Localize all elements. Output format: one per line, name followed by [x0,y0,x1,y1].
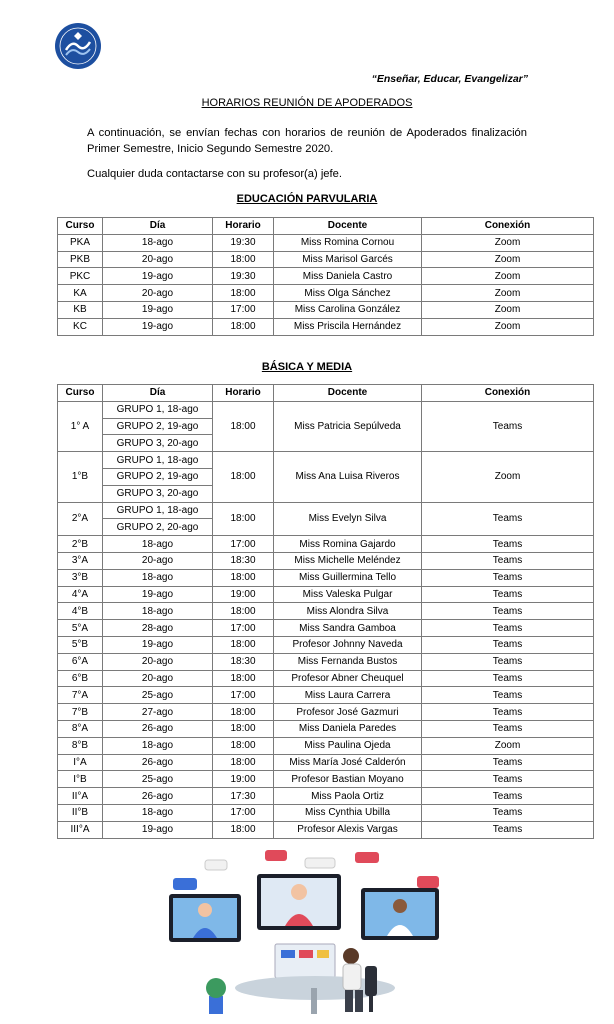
cell-conexion: Teams [422,821,594,838]
cell-conexion: Teams [422,502,594,536]
cell-conexion: Teams [422,636,594,653]
cell-horario: 18:00 [213,318,274,335]
cell-curso: III°A [58,821,103,838]
cell-curso: PKC [58,268,103,285]
table-row [58,569,594,586]
cell-conexion: Teams [422,552,594,569]
cell-conexion: Teams [422,788,594,805]
video-meeting-illustration [165,848,445,1018]
cell-dia: 19-ago [103,586,213,603]
cell-horario: 19:00 [213,586,274,603]
cell-dia-grupo: GRUPO 2, 19-ago [103,418,213,435]
table-row [58,536,594,553]
table-row [58,285,594,302]
cell-conexion: Zoom [422,234,594,251]
cell-docente: Miss Fernanda Bustos [274,653,422,670]
table-row [58,653,594,670]
cell-horario: 18:00 [213,754,274,771]
cell-docente: Miss Daniela Paredes [274,720,422,737]
cell-curso: 5°A [58,620,103,637]
table-row [58,804,594,821]
cell-curso: 8°B [58,737,103,754]
cell-horario: 17:00 [213,301,274,318]
cell-conexion: Teams [422,569,594,586]
col-header-dia: Día [103,385,213,402]
cell-dia: 20-ago [103,285,213,302]
contact-note: Cualquier duda contactarse con su profesor(a) jefe. [87,168,342,180]
table-row [58,251,594,268]
cell-dia: 18-ago [103,569,213,586]
cell-horario: 18:00 [213,720,274,737]
cell-docente: Miss María José Calderón [274,754,422,771]
cell-conexion: Teams [422,401,594,451]
cell-horario: 18:00 [213,569,274,586]
table-row [58,603,594,620]
cell-conexion: Teams [422,603,594,620]
cell-docente: Profesor Johnny Naveda [274,636,422,653]
cell-dia-grupo: GRUPO 1, 18-ago [103,401,213,418]
cell-docente: Miss Marisol Garcés [274,251,422,268]
cell-dia-grupo: GRUPO 1, 18-ago [103,502,213,519]
cell-curso: 4°A [58,586,103,603]
table-row [58,771,594,788]
cell-horario: 18:00 [213,502,274,536]
cell-curso: 6°B [58,670,103,687]
cell-docente: Miss Valeska Pulgar [274,586,422,603]
cell-conexion: Teams [422,620,594,637]
cell-conexion: Teams [422,720,594,737]
table-row-group [58,502,594,519]
cell-curso: 1° A [58,401,103,451]
cell-conexion: Teams [422,804,594,821]
col-header-horario: Horario [213,385,274,402]
cell-horario: 19:30 [213,268,274,285]
cell-curso: 2°A [58,502,103,536]
table-row [58,620,594,637]
cell-docente: Miss Evelyn Silva [274,502,422,536]
cell-horario: 18:30 [213,552,274,569]
col-header-conexion: Conexión [422,218,594,235]
table-parvularia [57,217,594,336]
cell-curso: 4°B [58,603,103,620]
cell-dia: 19-ago [103,318,213,335]
cell-curso: I°B [58,771,103,788]
cell-docente: Miss Paulina Ojeda [274,737,422,754]
table-row [58,318,594,335]
cell-dia: 26-ago [103,720,213,737]
section-heading-basica: BÁSICA Y MEDIA [261,361,353,373]
cell-dia: 19-ago [103,268,213,285]
cell-dia: 20-ago [103,670,213,687]
cell-conexion: Teams [422,670,594,687]
cell-conexion: Teams [422,771,594,788]
cell-conexion: Teams [422,586,594,603]
cell-docente: Miss Priscila Hernández [274,318,422,335]
table-row-group [58,452,594,469]
cell-conexion: Teams [422,754,594,771]
school-crest-icon [54,22,102,70]
cell-dia: 20-ago [103,653,213,670]
cell-curso: KC [58,318,103,335]
cell-horario: 18:00 [213,704,274,721]
cell-dia-grupo: GRUPO 2, 19-ago [103,468,213,485]
cell-dia: 25-ago [103,771,213,788]
cell-dia: 28-ago [103,620,213,637]
cell-conexion: Zoom [422,318,594,335]
cell-curso: 3°B [58,569,103,586]
table-row [58,821,594,838]
col-header-curso: Curso [58,385,103,402]
cell-curso: 3°A [58,552,103,569]
cell-conexion: Teams [422,536,594,553]
cell-dia: 18-ago [103,234,213,251]
cell-dia-grupo: GRUPO 2, 20-ago [103,519,213,536]
cell-horario: 18:00 [213,251,274,268]
cell-dia: 18-ago [103,603,213,620]
cell-horario: 17:00 [213,804,274,821]
cell-curso: 7°B [58,704,103,721]
cell-horario: 18:00 [213,821,274,838]
cell-curso: 8°A [58,720,103,737]
cell-docente: Miss Cynthia Ubilla [274,804,422,821]
cell-docente: Miss Laura Carrera [274,687,422,704]
col-header-horario: Horario [213,218,274,235]
cell-dia: 19-ago [103,301,213,318]
table-row [58,704,594,721]
table-row [58,586,594,603]
table-row [58,552,594,569]
table-row [58,788,594,805]
cell-curso: 1°B [58,452,103,502]
cell-curso: 2°B [58,536,103,553]
cell-horario: 17:00 [213,620,274,637]
cell-horario: 17:00 [213,687,274,704]
cell-curso: 6°A [58,653,103,670]
cell-horario: 17:00 [213,536,274,553]
cell-curso: I°A [58,754,103,771]
cell-docente: Miss Sandra Gamboa [274,620,422,637]
cell-dia-grupo: GRUPO 1, 18-ago [103,452,213,469]
cell-horario: 18:00 [213,603,274,620]
cell-docente: Profesor José Gazmuri [274,704,422,721]
cell-docente: Miss Carolina González [274,301,422,318]
table-basica-media [57,384,594,839]
cell-conexion: Zoom [422,301,594,318]
cell-horario: 18:00 [213,636,274,653]
cell-curso: 5°B [58,636,103,653]
cell-horario: 18:00 [213,670,274,687]
cell-docente: Miss Patricia Sepúlveda [274,401,422,451]
cell-conexion: Zoom [422,285,594,302]
intro-paragraph: A continuación, se envían fechas con horarios de reunión de Apoderados finalización Primer Semestre, Inicio Segundo Semestre 2020. [87,127,527,155]
cell-curso: PKA [58,234,103,251]
cell-dia: 20-ago [103,552,213,569]
cell-dia: 18-ago [103,737,213,754]
cell-docente: Miss Ana Luisa Riveros [274,452,422,502]
cell-dia: 27-ago [103,704,213,721]
cell-docente: Miss Paola Ortiz [274,788,422,805]
table-row [58,234,594,251]
cell-dia: 19-ago [103,636,213,653]
cell-dia-grupo: GRUPO 3, 20-ago [103,485,213,502]
table-row-group [58,401,594,418]
cell-horario: 19:30 [213,234,274,251]
cell-docente: Miss Guillermina Tello [274,569,422,586]
cell-docente: Profesor Abner Cheuquel [274,670,422,687]
cell-conexion: Zoom [422,737,594,754]
section-heading-parvularia: EDUCACIÓN PARVULARIA [236,193,378,205]
table-row [58,636,594,653]
cell-docente: Miss Alondra Silva [274,603,422,620]
cell-curso: KB [58,301,103,318]
page-title: HORARIOS REUNIÓN DE APODERADOS [201,97,413,109]
cell-dia: 26-ago [103,754,213,771]
cell-horario: 18:30 [213,653,274,670]
cell-horario: 18:00 [213,285,274,302]
cell-conexion: Zoom [422,251,594,268]
cell-docente: Profesor Alexis Vargas [274,821,422,838]
table-row [58,670,594,687]
cell-docente: Miss Olga Sánchez [274,285,422,302]
cell-docente: Miss Daniela Castro [274,268,422,285]
cell-horario: 19:00 [213,771,274,788]
table-header-row [58,218,594,235]
col-header-docente: Docente [274,385,422,402]
cell-docente: Profesor Bastian Moyano [274,771,422,788]
cell-docente: Miss Michelle Meléndez [274,552,422,569]
cell-curso: II°B [58,804,103,821]
table-row [58,720,594,737]
cell-dia: 18-ago [103,804,213,821]
table-row [58,301,594,318]
cell-conexion: Zoom [422,452,594,502]
cell-curso: II°A [58,788,103,805]
table-header-row [58,385,594,402]
table-row [58,737,594,754]
table-row [58,268,594,285]
col-header-conexion: Conexión [422,385,594,402]
cell-conexion: Teams [422,687,594,704]
cell-curso: 7°A [58,687,103,704]
cell-docente: Miss Romina Gajardo [274,536,422,553]
cell-horario: 18:00 [213,452,274,502]
col-header-curso: Curso [58,218,103,235]
cell-dia-grupo: GRUPO 3, 20-ago [103,435,213,452]
cell-conexion: Teams [422,704,594,721]
cell-conexion: Zoom [422,268,594,285]
cell-docente: Miss Romina Cornou [274,234,422,251]
cell-horario: 17:30 [213,788,274,805]
cell-dia: 18-ago [103,536,213,553]
col-header-dia: Día [103,218,213,235]
cell-dia: 25-ago [103,687,213,704]
school-motto: “Enseñar, Educar, Evangelizar” [371,73,528,85]
cell-horario: 18:00 [213,737,274,754]
cell-dia: 26-ago [103,788,213,805]
cell-dia: 20-ago [103,251,213,268]
col-header-docente: Docente [274,218,422,235]
cell-dia: 19-ago [103,821,213,838]
cell-horario: 18:00 [213,401,274,451]
table-row [58,754,594,771]
cell-curso: KA [58,285,103,302]
cell-curso: PKB [58,251,103,268]
cell-conexion: Teams [422,653,594,670]
table-row [58,687,594,704]
